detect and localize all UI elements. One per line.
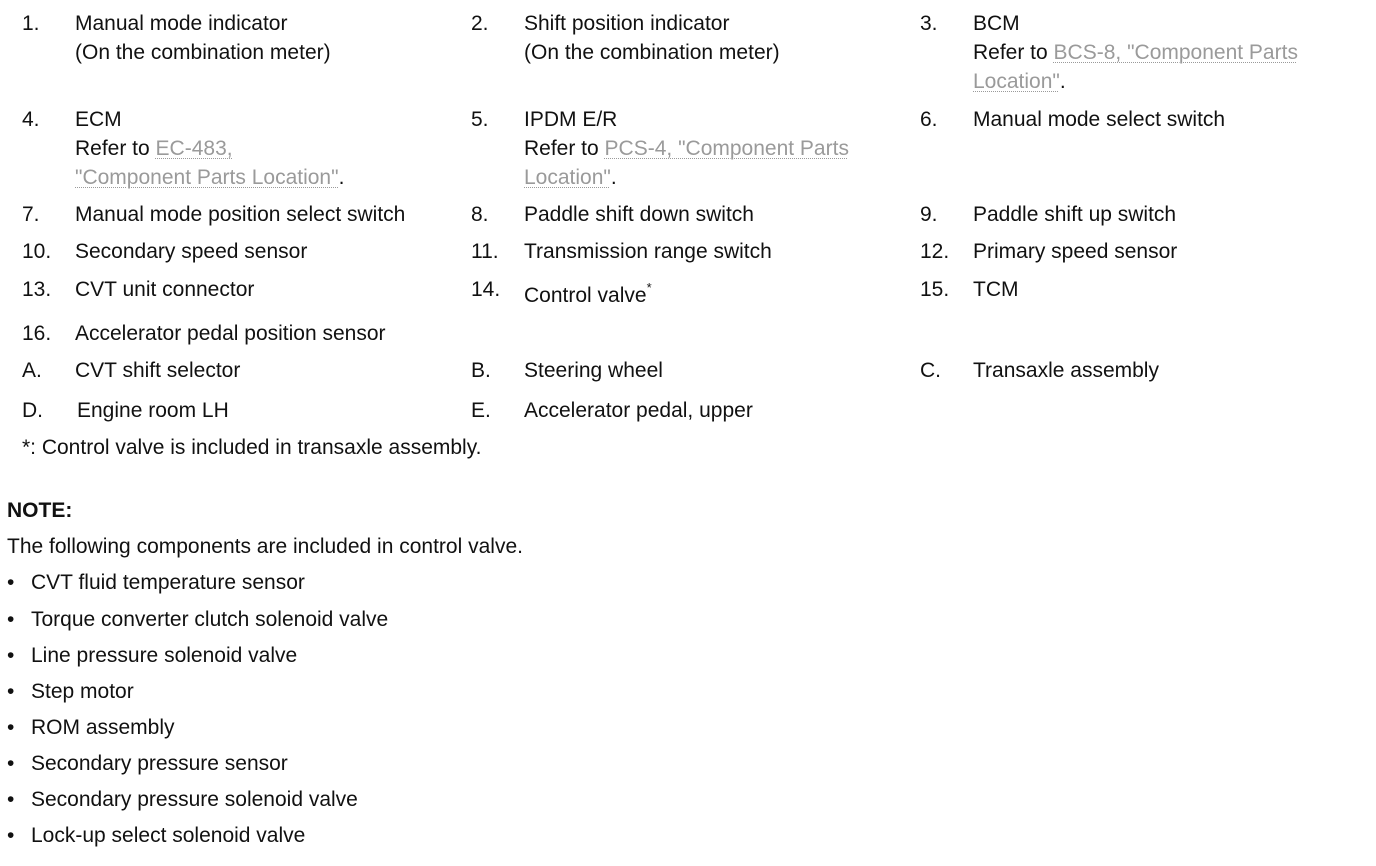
item-label: CVT shift selector — [75, 359, 241, 382]
footnote: *: Control valve is included in transaxle assembly. — [22, 436, 482, 459]
item-letter: E. — [471, 399, 491, 422]
bcs-8-link-cont[interactable]: Location" — [973, 70, 1060, 93]
note-title: NOTE: — [7, 499, 73, 522]
list-item-text: CVT fluid temperature sensor — [31, 571, 305, 594]
list-item-text: Secondary pressure sensor — [31, 752, 288, 775]
item-label: TCM — [973, 278, 1019, 301]
item-label: Paddle shift down switch — [524, 203, 754, 226]
item-label: Accelerator pedal position sensor — [75, 322, 386, 345]
item-reference — [973, 42, 1298, 63]
item-label: Transaxle assembly — [973, 359, 1159, 382]
item-label: Manual mode select switch — [973, 108, 1226, 131]
item-number: 1. — [22, 12, 40, 35]
item-number: 7. — [22, 203, 40, 226]
pcs-4-link[interactable]: PCS-4, "Component Parts — [604, 137, 849, 160]
item-number: 4. — [22, 108, 40, 131]
item-number: 13. — [22, 278, 52, 301]
list-item-text: Step motor — [31, 680, 134, 703]
item-number: 2. — [471, 12, 489, 35]
item-sublabel: (On the combination meter) — [524, 41, 780, 64]
item-reference-cont — [75, 167, 344, 188]
bullet-icon: • — [7, 571, 15, 594]
item-reference-cont — [973, 71, 1066, 92]
note-intro: The following components are included in control valve. — [7, 535, 523, 558]
bullet-icon: • — [7, 716, 15, 739]
bullet-icon: • — [7, 752, 15, 775]
item-reference — [75, 138, 233, 159]
pcs-4-link-cont[interactable]: Location" — [524, 166, 611, 189]
item-label: Engine room LH — [77, 399, 229, 422]
list-item-text: Lock-up select solenoid valve — [31, 824, 306, 847]
refer-prefix: Refer to — [524, 137, 605, 160]
item-number: 15. — [920, 278, 950, 301]
bullet-icon: • — [7, 680, 15, 703]
item-number: 8. — [471, 203, 489, 226]
item-label: Accelerator pedal, upper — [524, 399, 753, 422]
item-reference — [524, 138, 849, 159]
item-label: Primary speed sensor — [973, 240, 1178, 263]
bullet-icon: • — [7, 644, 15, 667]
item-label: Paddle shift up switch — [973, 203, 1177, 226]
bullet-icon: • — [7, 788, 15, 811]
item-reference-cont — [524, 167, 617, 188]
ref-suffix: . — [610, 166, 617, 189]
list-item-text: Torque converter clutch solenoid valve — [31, 608, 389, 631]
item-letter: A. — [22, 359, 42, 382]
control-valve-label: Control valve — [524, 284, 647, 307]
item-label: CVT unit connector — [75, 278, 255, 301]
item-label: Transmission range switch — [524, 240, 772, 263]
ref-suffix: . — [1059, 70, 1066, 93]
bullet-icon: • — [7, 824, 15, 847]
asterisk-marker: * — [646, 280, 652, 295]
item-label: ECM — [75, 108, 122, 131]
item-number: 5. — [471, 108, 489, 131]
item-number: 10. — [22, 240, 52, 263]
item-number: 12. — [920, 240, 950, 263]
item-letter: C. — [920, 359, 941, 382]
item-number: 9. — [920, 203, 938, 226]
item-sublabel: (On the combination meter) — [75, 41, 331, 64]
list-item-text: Secondary pressure solenoid valve — [31, 788, 358, 811]
item-label: Shift position indicator — [524, 12, 730, 35]
item-number: 14. — [471, 278, 501, 301]
item-label — [524, 280, 652, 307]
item-label: BCM — [973, 12, 1020, 35]
item-label: Steering wheel — [524, 359, 663, 382]
item-label: Manual mode position select switch — [75, 203, 406, 226]
item-number: 3. — [920, 12, 938, 35]
ec-483-link[interactable]: EC-483, — [155, 137, 233, 160]
bullet-icon: • — [7, 608, 15, 631]
list-item-text: Line pressure solenoid valve — [31, 644, 298, 667]
refer-prefix: Refer to — [973, 41, 1054, 64]
ref-suffix: . — [338, 166, 345, 189]
item-letter: D. — [22, 399, 43, 422]
item-label: Secondary speed sensor — [75, 240, 308, 263]
bcs-8-link[interactable]: BCS-8, "Component Parts — [1053, 41, 1298, 64]
item-label: IPDM E/R — [524, 108, 618, 131]
item-number: 6. — [920, 108, 938, 131]
item-label: Manual mode indicator — [75, 12, 288, 35]
refer-prefix: Refer to — [75, 137, 156, 160]
list-item-text: ROM assembly — [31, 716, 175, 739]
item-number: 11. — [471, 240, 499, 263]
item-number: 16. — [22, 322, 52, 345]
item-letter: B. — [471, 359, 491, 382]
ec-483-link-cont[interactable]: "Component Parts Location" — [75, 166, 339, 189]
